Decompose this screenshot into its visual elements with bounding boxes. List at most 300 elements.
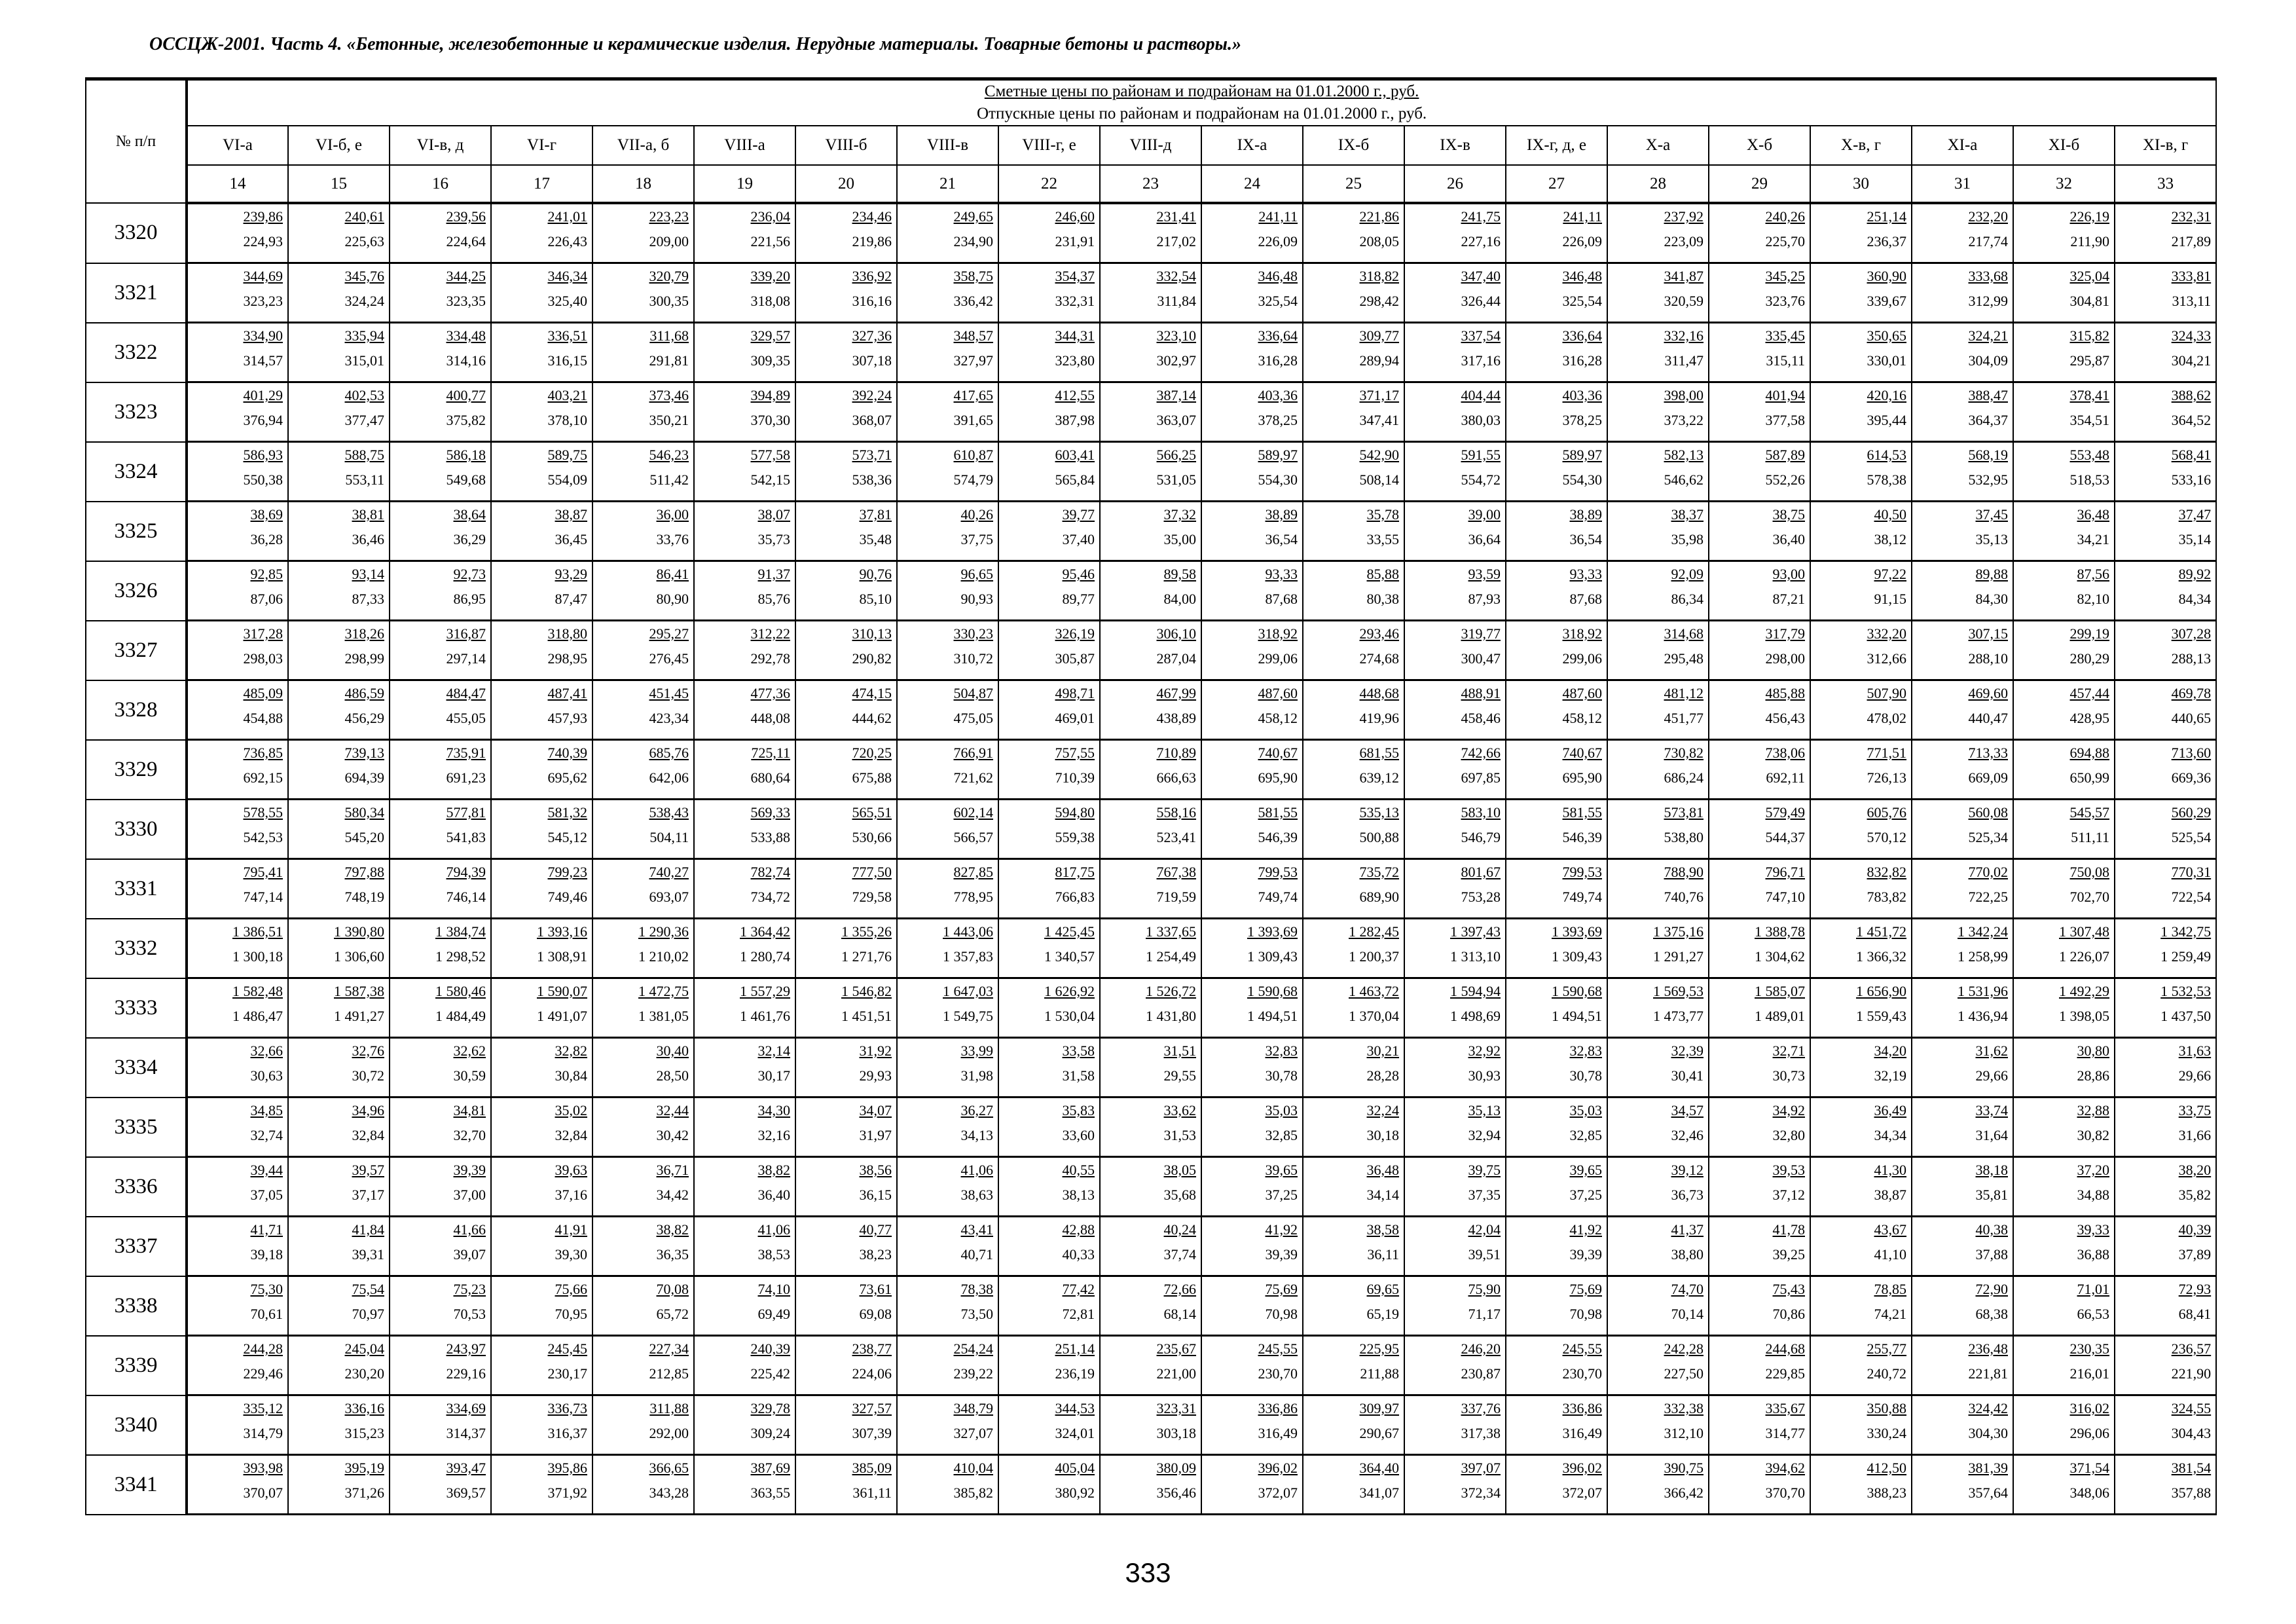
- estimated-price: 85,88: [1366, 566, 1399, 582]
- price-cell: [1404, 442, 1506, 502]
- estimated-price: 334,69: [446, 1400, 486, 1416]
- estimated-price: 241,01: [547, 208, 587, 225]
- estimated-price: 371,17: [1359, 387, 1399, 403]
- price-cell: [998, 323, 1100, 382]
- estimated-price: 401,94: [1765, 387, 1805, 403]
- price-cell: [998, 203, 1100, 263]
- estimated-price: 346,48: [1562, 268, 1602, 284]
- estimated-price: 410,04: [953, 1460, 993, 1476]
- release-price: 32,46: [1671, 1127, 1704, 1143]
- release-price: 578,38: [1867, 471, 1906, 488]
- release-price: 290,82: [852, 650, 892, 667]
- column-number-row: [86, 165, 2216, 203]
- price-cell: [390, 800, 491, 859]
- price-cell: [390, 740, 491, 800]
- estimated-price: 32,82: [555, 1043, 587, 1059]
- release-price: 298,99: [344, 650, 384, 667]
- region-header: XI-в, г: [2115, 126, 2216, 165]
- release-price: 36,35: [656, 1246, 689, 1263]
- estimated-price: 317,28: [243, 625, 283, 642]
- table-row: [86, 203, 2216, 263]
- estimated-price: 610,87: [953, 447, 993, 463]
- price-cell: [694, 740, 795, 800]
- price-cell: [795, 978, 897, 1038]
- release-price: 385,82: [953, 1485, 993, 1501]
- release-price: 554,72: [1461, 471, 1501, 488]
- estimated-price: 1 425,45: [1044, 923, 1095, 940]
- release-price: 33,55: [1366, 531, 1399, 547]
- release-price: 37,40: [1062, 531, 1095, 547]
- estimated-price: 736,85: [243, 745, 283, 761]
- estimated-price: 396,02: [1562, 1460, 1602, 1476]
- estimated-price: 586,18: [446, 447, 486, 463]
- column-number: 30: [1810, 165, 1912, 203]
- estimated-price: 710,89: [1156, 745, 1196, 761]
- estimated-price: 385,09: [852, 1460, 892, 1476]
- estimated-price: 589,97: [1258, 447, 1298, 463]
- estimated-price: 402,53: [344, 387, 384, 403]
- estimated-price: 74,10: [757, 1281, 790, 1297]
- estimated-price: 70,08: [656, 1281, 689, 1297]
- price-cell: [2115, 1098, 2216, 1157]
- estimated-price: 318,92: [1258, 625, 1298, 642]
- estimated-price: 36,48: [1366, 1162, 1399, 1178]
- release-price: 339,67: [1867, 293, 1906, 309]
- price-cell: [1506, 919, 1607, 978]
- release-price: 84,00: [1163, 591, 1196, 607]
- release-price: 456,29: [344, 710, 384, 726]
- release-price: 325,40: [547, 293, 587, 309]
- price-cell: [1303, 1217, 1404, 1276]
- price-cell: [694, 680, 795, 740]
- estimated-price: 93,33: [1569, 566, 1602, 582]
- release-price: 542,53: [243, 829, 283, 845]
- estimated-price: 32,92: [1468, 1043, 1501, 1059]
- price-cell: [2013, 442, 2115, 502]
- table-row: [86, 382, 2216, 442]
- estimated-price: 39,44: [250, 1162, 283, 1178]
- price-cell: [2115, 800, 2216, 859]
- release-price: 227,50: [1664, 1365, 1704, 1382]
- release-price: 695,62: [547, 769, 587, 786]
- price-cell: [1810, 978, 1912, 1038]
- release-price: 325,54: [1258, 293, 1298, 309]
- estimated-price: 1 342,24: [1958, 923, 2008, 940]
- region-header: X-б: [1709, 126, 1810, 165]
- estimated-price: 35,02: [555, 1102, 587, 1118]
- release-price: 364,52: [2171, 412, 2212, 428]
- price-cell: [1100, 919, 1201, 978]
- estimated-price: 735,72: [1359, 864, 1399, 880]
- estimated-price: 770,31: [2171, 864, 2212, 880]
- release-price: 221,90: [2171, 1365, 2212, 1382]
- price-cell: [288, 680, 390, 740]
- column-number: 18: [592, 165, 694, 203]
- price-cell: [1303, 740, 1404, 800]
- price-cell: [1709, 561, 1810, 621]
- price-cell: [592, 382, 694, 442]
- release-price: 1 366,32: [1856, 948, 1906, 965]
- release-price: 323,23: [243, 293, 283, 309]
- price-cell: [1303, 859, 1404, 919]
- price-cell: [390, 1395, 491, 1455]
- release-price: 35,73: [757, 531, 790, 547]
- price-cell: [795, 1098, 897, 1157]
- release-price: 230,87: [1461, 1365, 1501, 1382]
- table-row: [86, 740, 2216, 800]
- estimated-price: 398,00: [1664, 387, 1704, 403]
- price-cell: [1810, 859, 1912, 919]
- estimated-price: 332,16: [1664, 327, 1704, 344]
- estimated-price: 38,89: [1569, 506, 1602, 523]
- estimated-price: 373,46: [649, 387, 689, 403]
- release-price: 91,15: [1874, 591, 1906, 607]
- price-cell: [1709, 740, 1810, 800]
- price-cell: [1100, 1157, 1201, 1217]
- estimated-price: 324,42: [1968, 1400, 2008, 1416]
- estimated-price: 1 590,68: [1247, 983, 1298, 999]
- release-price: 38,12: [1874, 531, 1906, 547]
- price-cell: [491, 382, 592, 442]
- price-cell: [694, 1395, 795, 1455]
- release-price: 276,45: [649, 650, 689, 667]
- price-cell: [1709, 1038, 1810, 1098]
- release-price: 29,55: [1163, 1067, 1196, 1084]
- release-price: 511,11: [2071, 829, 2109, 845]
- estimated-price: 777,50: [852, 864, 892, 880]
- estimated-price: 38,05: [1163, 1162, 1196, 1178]
- release-price: 28,50: [656, 1067, 689, 1084]
- price-cell: [592, 502, 694, 561]
- price-cell: [795, 740, 897, 800]
- estimated-price: 581,55: [1258, 804, 1298, 821]
- estimated-price: 1 307,48: [2059, 923, 2109, 940]
- release-price: 457,93: [547, 710, 587, 726]
- release-price: 525,34: [1968, 829, 2008, 845]
- estimated-price: 245,55: [1258, 1340, 1298, 1357]
- price-cell: [288, 263, 390, 323]
- release-prices-title: Отпускные цены по районам и подрайонам на 01.01.2000 г., руб.: [977, 105, 1427, 122]
- release-price: 361,11: [852, 1485, 892, 1501]
- release-price: 544,37: [1765, 829, 1805, 845]
- price-cell: [2013, 740, 2115, 800]
- price-cell: [1912, 382, 2013, 442]
- price-cell: [694, 800, 795, 859]
- release-price: 710,39: [1055, 769, 1095, 786]
- estimated-price: 713,60: [2171, 745, 2212, 761]
- price-cell: [288, 1217, 390, 1276]
- price-cell: [592, 1038, 694, 1098]
- estimated-price: 38,18: [1975, 1162, 2008, 1178]
- estimated-price: 243,97: [446, 1340, 486, 1357]
- price-cell: [390, 680, 491, 740]
- estimated-price: 750,08: [2069, 864, 2109, 880]
- price-cell: [897, 1395, 998, 1455]
- price-cell: [491, 1336, 592, 1395]
- price-cell: [1506, 800, 1607, 859]
- price-cell: [2115, 1395, 2216, 1455]
- estimated-price: 405,04: [1055, 1460, 1095, 1476]
- price-cell: [1709, 680, 1810, 740]
- price-cell: [694, 323, 795, 382]
- release-price: 695,90: [1258, 769, 1298, 786]
- release-price: 32,74: [250, 1127, 283, 1143]
- column-number: 29: [1709, 165, 1810, 203]
- price-cell: [1506, 1455, 1607, 1515]
- price-cell: [795, 1217, 897, 1276]
- price-cell: [592, 1157, 694, 1217]
- price-cell: [1100, 978, 1201, 1038]
- estimated-price: 403,21: [547, 387, 587, 403]
- price-cell: [2013, 1395, 2115, 1455]
- estimated-price: 346,48: [1258, 268, 1298, 284]
- price-cell: [795, 1455, 897, 1515]
- release-price: 30,93: [1468, 1067, 1501, 1084]
- estimated-price: 1 590,68: [1552, 983, 1602, 999]
- price-cell: [897, 323, 998, 382]
- price-cell: [187, 1038, 288, 1098]
- price-cell: [1506, 680, 1607, 740]
- estimated-price: 333,68: [1968, 268, 2008, 284]
- estimated-price: 312,22: [750, 625, 790, 642]
- release-price: 689,90: [1359, 889, 1399, 905]
- estimated-price: 32,71: [1772, 1043, 1805, 1059]
- release-price: 73,50: [960, 1306, 993, 1322]
- estimated-price: 75,23: [453, 1281, 486, 1297]
- table-row: [86, 621, 2216, 680]
- price-cell: [2115, 1276, 2216, 1336]
- release-price: 37,35: [1468, 1187, 1501, 1203]
- release-price: 371,92: [547, 1485, 587, 1501]
- column-number: 20: [795, 165, 897, 203]
- price-cell: [1810, 621, 1912, 680]
- price-cell: [390, 1217, 491, 1276]
- price-cell: [2115, 561, 2216, 621]
- estimated-price: 487,60: [1258, 685, 1298, 701]
- estimated-prices-title: Сметные цены по районам и подрайонам на 01.01.2000 г., руб.: [984, 83, 1419, 100]
- price-cell: [1201, 1336, 1303, 1395]
- estimated-price: 589,97: [1562, 447, 1602, 463]
- price-cell: [694, 1038, 795, 1098]
- estimated-price: 223,23: [649, 208, 689, 225]
- release-price: 314,77: [1765, 1425, 1805, 1441]
- release-price: 295,48: [1664, 650, 1704, 667]
- release-price: 35,82: [2178, 1187, 2212, 1203]
- table-row: [86, 1455, 2216, 1515]
- estimated-price: 92,09: [1671, 566, 1704, 582]
- row-number-header: № п/п: [86, 79, 187, 204]
- estimated-price: 1 472,75: [638, 983, 689, 999]
- price-cell: [1912, 502, 2013, 561]
- row-number: 3340: [86, 1395, 187, 1455]
- region-header: VI-г: [491, 126, 592, 165]
- release-price: 458,46: [1461, 710, 1501, 726]
- row-number: 3335: [86, 1098, 187, 1157]
- release-price: 1 559,43: [1856, 1008, 1906, 1024]
- release-price: 38,87: [1874, 1187, 1906, 1203]
- price-cell: [1709, 382, 1810, 442]
- estimated-price: 236,04: [750, 208, 790, 225]
- estimated-price: 565,51: [852, 804, 892, 821]
- release-price: 36,40: [1772, 531, 1805, 547]
- price-cell: [491, 442, 592, 502]
- release-price: 33,76: [656, 531, 689, 547]
- release-price: 70,61: [250, 1306, 283, 1322]
- price-cell: [1201, 621, 1303, 680]
- price-cell: [288, 859, 390, 919]
- estimated-price: 245,04: [344, 1340, 384, 1357]
- release-price: 369,57: [446, 1485, 486, 1501]
- price-cell: [1303, 1098, 1404, 1157]
- price-cell: [1404, 978, 1506, 1038]
- estimated-price: 681,55: [1359, 745, 1399, 761]
- price-cell: [592, 203, 694, 263]
- release-price: 511,42: [649, 471, 689, 488]
- release-price: 33,60: [1062, 1127, 1095, 1143]
- region-header: XI-б: [2013, 126, 2115, 165]
- release-price: 314,57: [243, 352, 283, 369]
- release-price: 224,93: [243, 233, 283, 249]
- release-price: 30,73: [1772, 1067, 1805, 1084]
- release-price: 323,35: [446, 293, 486, 309]
- price-cell: [1607, 1157, 1709, 1217]
- table-title-row: [86, 79, 2216, 126]
- release-price: 211,88: [1360, 1365, 1399, 1382]
- table-row: [86, 1336, 2216, 1395]
- release-price: 546,39: [1258, 829, 1298, 845]
- release-price: 295,87: [2069, 352, 2109, 369]
- price-cell: [592, 1395, 694, 1455]
- release-price: 287,04: [1156, 650, 1196, 667]
- price-cell: [1506, 263, 1607, 323]
- price-cell: [1912, 621, 2013, 680]
- price-cell: [1404, 1038, 1506, 1098]
- price-cell: [1709, 1098, 1810, 1157]
- release-price: 370,70: [1765, 1485, 1805, 1501]
- price-cell: [897, 978, 998, 1038]
- estimated-price: 38,20: [2178, 1162, 2212, 1178]
- price-cell: [1201, 561, 1303, 621]
- release-price: 40,33: [1062, 1246, 1095, 1263]
- price-cell: [1607, 1038, 1709, 1098]
- estimated-price: 72,66: [1163, 1281, 1196, 1297]
- price-cell: [1100, 1038, 1201, 1098]
- price-cell: [2013, 859, 2115, 919]
- price-cell: [694, 382, 795, 442]
- release-price: 30,82: [2077, 1127, 2109, 1143]
- price-cell: [1709, 859, 1810, 919]
- release-price: 538,36: [852, 471, 892, 488]
- estimated-price: 336,92: [852, 268, 892, 284]
- release-price: 320,59: [1664, 293, 1704, 309]
- estimated-price: 32,66: [250, 1043, 283, 1059]
- price-cell: [795, 263, 897, 323]
- price-cell: [2115, 1217, 2216, 1276]
- table-row: [86, 800, 2216, 859]
- price-cell: [592, 800, 694, 859]
- release-price: 538,80: [1664, 829, 1704, 845]
- estimated-price: 78,38: [960, 1281, 993, 1297]
- price-cell: [592, 1217, 694, 1276]
- price-cell: [491, 919, 592, 978]
- estimated-price: 36,49: [1874, 1102, 1906, 1118]
- release-price: 347,41: [1359, 412, 1399, 428]
- price-cell: [1709, 323, 1810, 382]
- estimated-price: 360,90: [1867, 268, 1906, 284]
- release-price: 310,72: [953, 650, 993, 667]
- estimated-price: 403,36: [1562, 387, 1602, 403]
- release-price: 68,14: [1163, 1306, 1196, 1322]
- release-price: 1 398,05: [2059, 1008, 2109, 1024]
- estimated-price: 39,12: [1671, 1162, 1704, 1178]
- estimated-price: 310,13: [852, 625, 892, 642]
- row-number: 3329: [86, 740, 187, 800]
- estimated-price: 41,37: [1671, 1221, 1704, 1238]
- release-price: 84,34: [2178, 591, 2212, 607]
- price-cell: [2013, 502, 2115, 561]
- estimated-price: 35,83: [1062, 1102, 1095, 1118]
- release-price: 372,07: [1562, 1485, 1602, 1501]
- release-price: 1 306,60: [334, 948, 384, 965]
- estimated-price: 336,51: [547, 327, 587, 344]
- price-cell: [1810, 1336, 1912, 1395]
- release-price: 74,21: [1874, 1306, 1906, 1322]
- price-cell: [592, 621, 694, 680]
- release-price: 530,66: [852, 829, 892, 845]
- estimated-price: 31,92: [859, 1043, 892, 1059]
- estimated-price: 832,82: [1867, 864, 1906, 880]
- price-cell: [390, 919, 491, 978]
- price-cell: [390, 502, 491, 561]
- estimated-price: 387,69: [750, 1460, 790, 1476]
- estimated-price: 40,38: [1975, 1221, 2008, 1238]
- estimated-price: 32,39: [1671, 1043, 1704, 1059]
- estimated-price: 73,61: [859, 1281, 892, 1297]
- release-price: 224,06: [852, 1365, 892, 1382]
- release-price: 309,35: [750, 352, 790, 369]
- region-header: IX-б: [1303, 126, 1404, 165]
- price-cell: [491, 859, 592, 919]
- release-price: 686,24: [1664, 769, 1704, 786]
- estimated-price: 451,45: [649, 685, 689, 701]
- release-price: 1 298,52: [435, 948, 486, 965]
- release-price: 1 226,07: [2059, 948, 2109, 965]
- estimated-price: 93,29: [555, 566, 587, 582]
- release-price: 368,07: [852, 412, 892, 428]
- release-price: 387,98: [1055, 412, 1095, 428]
- release-price: 1 489,01: [1755, 1008, 1805, 1024]
- estimated-price: 36,00: [656, 506, 689, 523]
- estimated-price: 36,27: [960, 1102, 993, 1118]
- estimated-price: 320,79: [649, 268, 689, 284]
- price-cell: [1810, 263, 1912, 323]
- release-price: 726,13: [1867, 769, 1906, 786]
- estimated-price: 337,76: [1461, 1400, 1501, 1416]
- estimated-price: 348,57: [953, 327, 993, 344]
- estimated-price: 345,76: [344, 268, 384, 284]
- estimated-price: 400,77: [446, 387, 486, 403]
- price-cell: [187, 859, 288, 919]
- release-price: 458,12: [1258, 710, 1298, 726]
- release-price: 70,98: [1265, 1306, 1298, 1322]
- price-cell: [1912, 1455, 2013, 1515]
- release-price: 1 451,51: [841, 1008, 892, 1024]
- estimated-price: 380,09: [1156, 1460, 1196, 1476]
- price-cell: [2115, 740, 2216, 800]
- estimated-price: 1 647,03: [943, 983, 993, 999]
- estimated-price: 581,32: [547, 804, 587, 821]
- price-cell: [1607, 263, 1709, 323]
